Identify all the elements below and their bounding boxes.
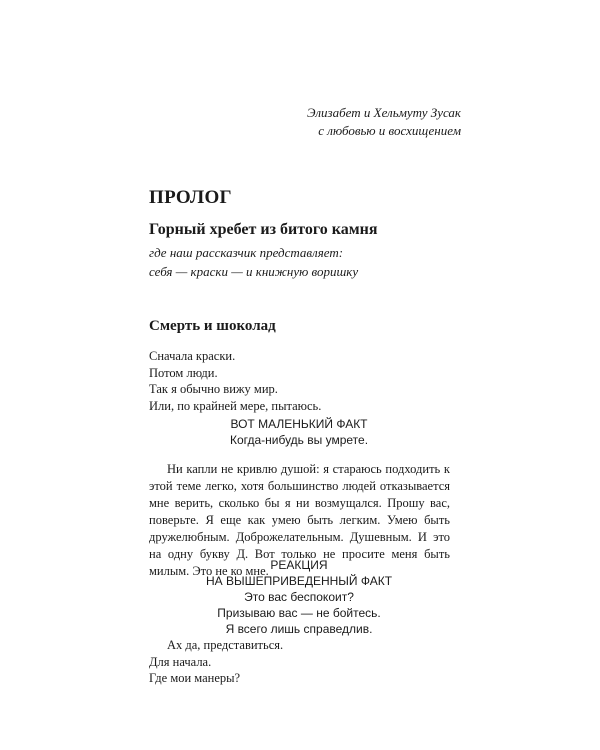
subtitle-line: себя — краски — и книжную воришку (149, 264, 359, 279)
intro-lines (149, 348, 321, 414)
reaction-heading: НА ВЫШЕПРИВЕДЕННЫЙ ФАКТ (205, 574, 393, 588)
reaction-text: Призываю вас — не бойтесь. (217, 606, 381, 620)
dedication-line: Элизабет и Хельмуту Зусак (306, 105, 461, 120)
intro-line: Потом люди. (149, 365, 218, 380)
prologue-title: Горный хребет из битого камня (149, 221, 378, 238)
reaction-text: Это вас беспокоит? (244, 590, 354, 604)
intro-line: Так я обычно вижу мир. (149, 382, 278, 396)
intro-line: Или, по крайней мере, пытаюсь. (149, 398, 322, 413)
fact-box (149, 416, 449, 448)
closing-lines (149, 637, 283, 687)
section-heading: Смерть и шоколад (149, 318, 276, 334)
prologue-subtitle (149, 243, 358, 281)
intro-line: Сначала краски. (149, 349, 236, 363)
reaction-text: Я всего лишь справедлив. (225, 622, 373, 636)
closing-line: Где мои манеры? (149, 671, 241, 685)
dedication (161, 104, 461, 140)
dedication-line: с любовью и восхищением (318, 123, 461, 138)
reaction-heading: РЕАКЦИЯ (270, 558, 328, 572)
paragraph-text: Ни капли не кривлю душой: я стараюсь подходить к этой теме легко, хотя большинство людей отказывается мне верить, сколько бы я ни возмущался. Прошу вас, поверьте. Я еще как умею быть легким. Умею быть дружелюбным. Доброжелательным. Душевным. И это на одну букву Д. Вот только не просите меня быть милым. Это не ко мне. (149, 462, 450, 578)
fact-heading: ВОТ МАЛЕНЬКИЙ ФАКТ (230, 417, 368, 431)
closing-line: Ах да, представиться. (167, 638, 284, 652)
subtitle-line: где наш рассказчик представляет: (149, 245, 344, 260)
fact-text: Когда-нибудь вы умрете. (229, 433, 369, 447)
reaction-box (149, 557, 449, 637)
closing-line: Для начала. (149, 654, 212, 669)
prologue-label: ПРОЛОГ (149, 187, 232, 208)
